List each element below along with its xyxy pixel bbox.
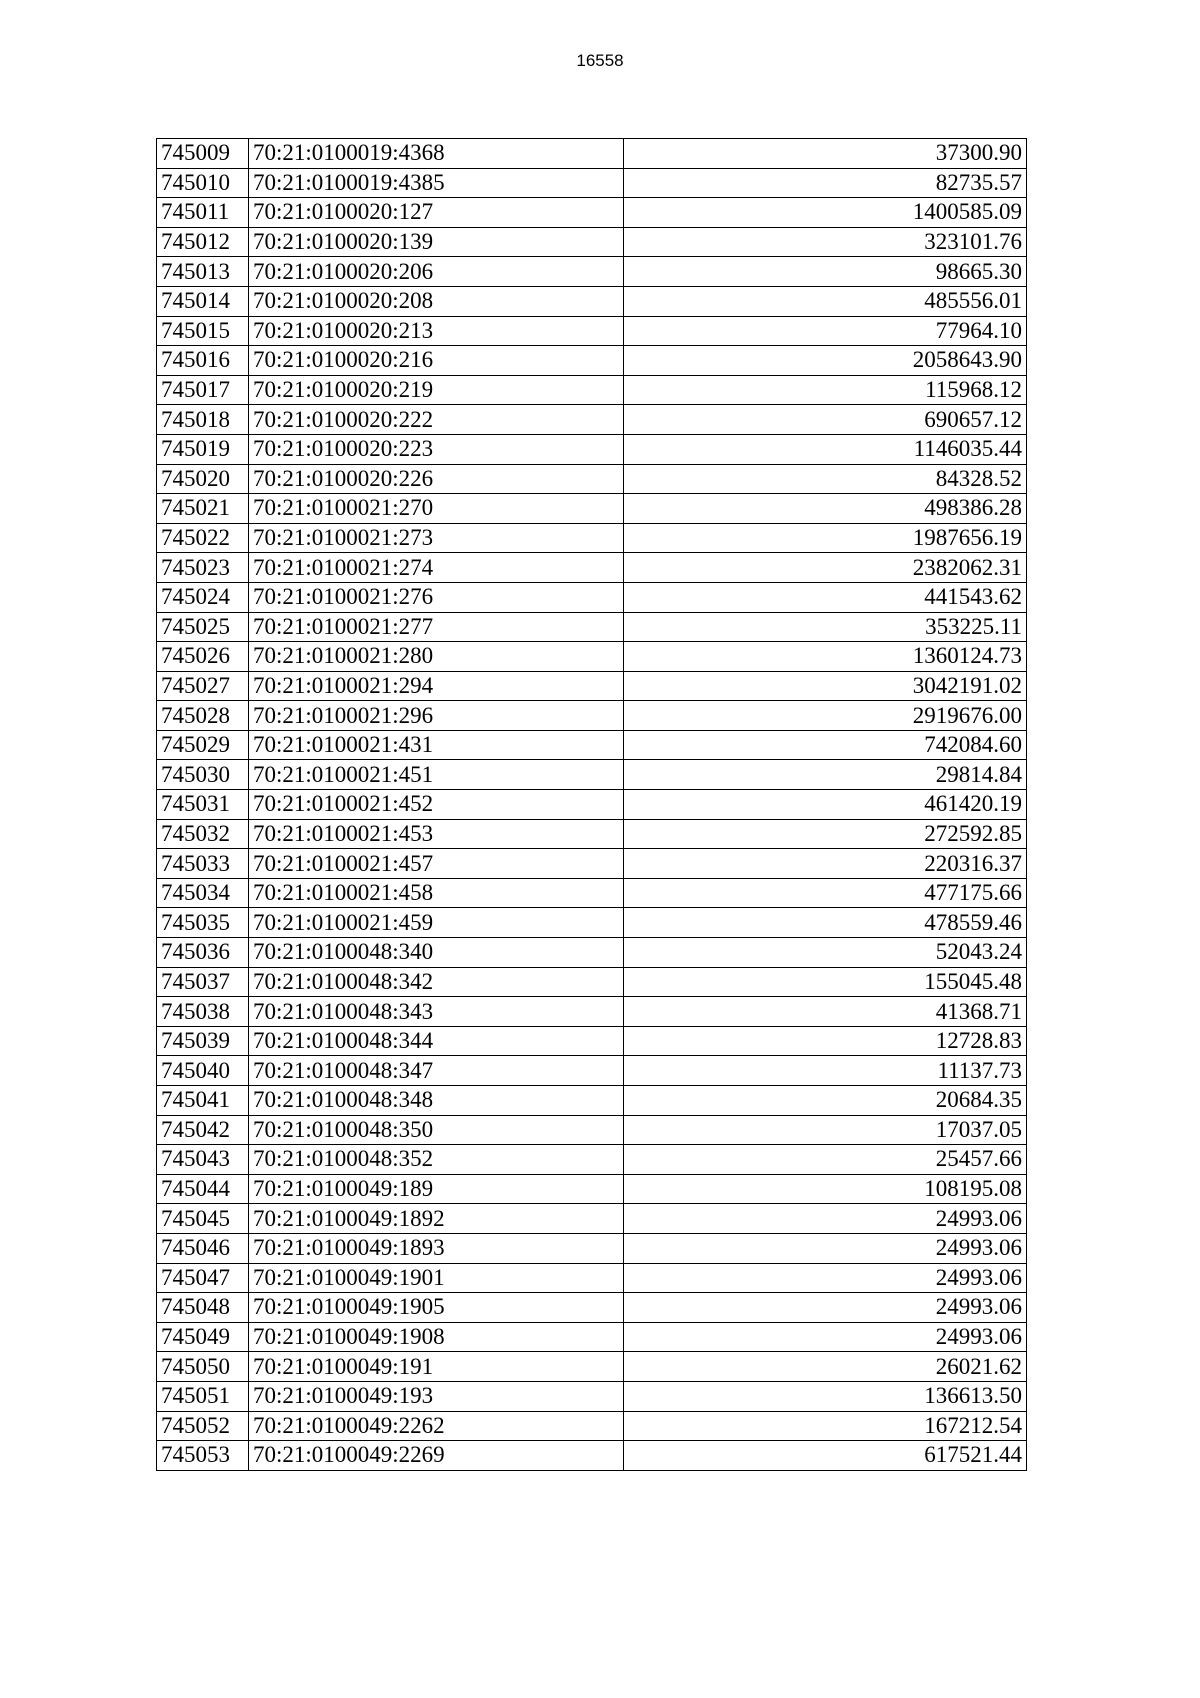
cadastral-number-cell: 70:21:0100049:1893 <box>249 1233 624 1263</box>
value-cell: 84328.52 <box>624 464 1027 494</box>
table-row <box>157 316 1027 346</box>
row-number-cell: 745046 <box>157 1233 249 1263</box>
table-row <box>157 1145 1027 1175</box>
table-row <box>157 434 1027 464</box>
cadastral-number-cell: 70:21:0100048:350 <box>249 1115 624 1145</box>
value-cell: 478559.46 <box>624 908 1027 938</box>
cadastral-number-cell: 70:21:0100020:219 <box>249 375 624 405</box>
table-row <box>157 701 1027 731</box>
value-cell: 17037.05 <box>624 1115 1027 1145</box>
cadastral-number-cell: 70:21:0100021:274 <box>249 553 624 583</box>
value-cell: 11137.73 <box>624 1056 1027 1086</box>
row-number-cell: 745025 <box>157 612 249 642</box>
cadastral-number-cell: 70:21:0100049:193 <box>249 1381 624 1411</box>
cadastral-number-cell: 70:21:0100021:294 <box>249 671 624 701</box>
value-cell: 52043.24 <box>624 938 1027 968</box>
value-cell: 29814.84 <box>624 760 1027 790</box>
value-cell: 136613.50 <box>624 1381 1027 1411</box>
row-number-cell: 745036 <box>157 938 249 968</box>
row-number-cell: 745015 <box>157 316 249 346</box>
row-number-cell: 745031 <box>157 790 249 820</box>
value-cell: 353225.11 <box>624 612 1027 642</box>
row-number-cell: 745027 <box>157 671 249 701</box>
row-number-cell: 745011 <box>157 198 249 228</box>
table-row <box>157 1293 1027 1323</box>
value-cell: 77964.10 <box>624 316 1027 346</box>
value-cell: 1987656.19 <box>624 523 1027 553</box>
cadastral-number-cell: 70:21:0100020:208 <box>249 286 624 316</box>
row-number-cell: 745032 <box>157 819 249 849</box>
row-number-cell: 745028 <box>157 701 249 731</box>
table-row <box>157 1233 1027 1263</box>
value-cell: 617521.44 <box>624 1441 1027 1471</box>
table-row <box>157 582 1027 612</box>
value-cell: 323101.76 <box>624 227 1027 257</box>
cadastral-number-cell: 70:21:0100049:2269 <box>249 1441 624 1471</box>
row-number-cell: 745033 <box>157 849 249 879</box>
table-row <box>157 523 1027 553</box>
table-row <box>157 1115 1027 1145</box>
cadastral-number-cell: 70:21:0100048:344 <box>249 1026 624 1056</box>
value-cell: 12728.83 <box>624 1026 1027 1056</box>
table-row <box>157 1086 1027 1116</box>
row-number-cell: 745030 <box>157 760 249 790</box>
value-cell: 167212.54 <box>624 1411 1027 1441</box>
value-cell: 220316.37 <box>624 849 1027 879</box>
value-cell: 24993.06 <box>624 1233 1027 1263</box>
value-cell: 26021.62 <box>624 1352 1027 1382</box>
cadastral-number-cell: 70:21:0100019:4368 <box>249 139 624 169</box>
cadastral-number-cell: 70:21:0100021:270 <box>249 494 624 524</box>
row-number-cell: 745042 <box>157 1115 249 1145</box>
table-row <box>157 908 1027 938</box>
value-cell: 461420.19 <box>624 790 1027 820</box>
value-cell: 2382062.31 <box>624 553 1027 583</box>
table-row <box>157 375 1027 405</box>
value-cell: 498386.28 <box>624 494 1027 524</box>
cadastral-number-cell: 70:21:0100021:273 <box>249 523 624 553</box>
table-row <box>157 1174 1027 1204</box>
value-cell: 1146035.44 <box>624 434 1027 464</box>
cadastral-number-cell: 70:21:0100021:296 <box>249 701 624 731</box>
cadastral-number-cell: 70:21:0100021:452 <box>249 790 624 820</box>
row-number-cell: 745024 <box>157 582 249 612</box>
cadastral-number-cell: 70:21:0100021:457 <box>249 849 624 879</box>
value-cell: 272592.85 <box>624 819 1027 849</box>
row-number-cell: 745022 <box>157 523 249 553</box>
value-cell: 441543.62 <box>624 582 1027 612</box>
value-cell: 3042191.02 <box>624 671 1027 701</box>
table-row <box>157 346 1027 376</box>
value-cell: 24993.06 <box>624 1263 1027 1293</box>
cadastral-number-cell: 70:21:0100021:276 <box>249 582 624 612</box>
cadastral-number-cell: 70:21:0100048:342 <box>249 967 624 997</box>
value-cell: 477175.66 <box>624 878 1027 908</box>
value-cell: 24993.06 <box>624 1204 1027 1234</box>
table-row <box>157 1441 1027 1471</box>
table-row <box>157 967 1027 997</box>
cadastral-number-cell: 70:21:0100048:343 <box>249 997 624 1027</box>
row-number-cell: 745012 <box>157 227 249 257</box>
row-number-cell: 745044 <box>157 1174 249 1204</box>
row-number-cell: 745029 <box>157 730 249 760</box>
row-number-cell: 745016 <box>157 346 249 376</box>
value-cell: 41368.71 <box>624 997 1027 1027</box>
row-number-cell: 745019 <box>157 434 249 464</box>
value-cell: 82735.57 <box>624 168 1027 198</box>
row-number-cell: 745051 <box>157 1381 249 1411</box>
value-cell: 98665.30 <box>624 257 1027 287</box>
table-row <box>157 257 1027 287</box>
table-row <box>157 819 1027 849</box>
cadastral-number-cell: 70:21:0100049:1901 <box>249 1263 624 1293</box>
table-row <box>157 494 1027 524</box>
cadastral-number-cell: 70:21:0100049:1908 <box>249 1322 624 1352</box>
row-number-cell: 745013 <box>157 257 249 287</box>
cadastral-number-cell: 70:21:0100049:189 <box>249 1174 624 1204</box>
row-number-cell: 745017 <box>157 375 249 405</box>
cadastral-number-cell: 70:21:0100049:1892 <box>249 1204 624 1234</box>
table-row <box>157 464 1027 494</box>
row-number-cell: 745039 <box>157 1026 249 1056</box>
table-row <box>157 227 1027 257</box>
value-cell: 108195.08 <box>624 1174 1027 1204</box>
cadastral-number-cell: 70:21:0100020:127 <box>249 198 624 228</box>
row-number-cell: 745010 <box>157 168 249 198</box>
row-number-cell: 745040 <box>157 1056 249 1086</box>
value-cell: 155045.48 <box>624 967 1027 997</box>
row-number-cell: 745047 <box>157 1263 249 1293</box>
cadastral-number-cell: 70:21:0100019:4385 <box>249 168 624 198</box>
table-row <box>157 642 1027 672</box>
table-row <box>157 405 1027 435</box>
table-row <box>157 790 1027 820</box>
row-number-cell: 745050 <box>157 1352 249 1382</box>
table-row <box>157 997 1027 1027</box>
table-row <box>157 553 1027 583</box>
cadastral-number-cell: 70:21:0100020:213 <box>249 316 624 346</box>
cadastral-number-cell: 70:21:0100021:451 <box>249 760 624 790</box>
value-cell: 20684.35 <box>624 1086 1027 1116</box>
row-number-cell: 745043 <box>157 1145 249 1175</box>
cadastral-value-table <box>156 138 1027 1471</box>
row-number-cell: 745020 <box>157 464 249 494</box>
table-row <box>157 139 1027 169</box>
row-number-cell: 745026 <box>157 642 249 672</box>
row-number-cell: 745037 <box>157 967 249 997</box>
cadastral-number-cell: 70:21:0100021:459 <box>249 908 624 938</box>
cadastral-number-cell: 70:21:0100049:2262 <box>249 1411 624 1441</box>
table-row <box>157 1056 1027 1086</box>
row-number-cell: 745045 <box>157 1204 249 1234</box>
table-row <box>157 878 1027 908</box>
table-row <box>157 1026 1027 1056</box>
value-cell: 1360124.73 <box>624 642 1027 672</box>
row-number-cell: 745035 <box>157 908 249 938</box>
table-body <box>157 139 1027 1471</box>
value-cell: 37300.90 <box>624 139 1027 169</box>
cadastral-number-cell: 70:21:0100048:340 <box>249 938 624 968</box>
value-cell: 485556.01 <box>624 286 1027 316</box>
cadastral-number-cell: 70:21:0100020:139 <box>249 227 624 257</box>
table-row <box>157 671 1027 701</box>
row-number-cell: 745018 <box>157 405 249 435</box>
table-row <box>157 612 1027 642</box>
cadastral-number-cell: 70:21:0100021:453 <box>249 819 624 849</box>
page-number: 16558 <box>576 51 624 70</box>
table-row <box>157 286 1027 316</box>
row-number-cell: 745034 <box>157 878 249 908</box>
row-number-cell: 745041 <box>157 1086 249 1116</box>
cadastral-number-cell: 70:21:0100048:348 <box>249 1086 624 1116</box>
cadastral-number-cell: 70:21:0100021:280 <box>249 642 624 672</box>
row-number-cell: 745014 <box>157 286 249 316</box>
table-row <box>157 849 1027 879</box>
cadastral-number-cell: 70:21:0100020:206 <box>249 257 624 287</box>
value-cell: 24993.06 <box>624 1322 1027 1352</box>
table-row <box>157 1322 1027 1352</box>
cadastral-number-cell: 70:21:0100020:226 <box>249 464 624 494</box>
table-row <box>157 938 1027 968</box>
table-row <box>157 168 1027 198</box>
value-cell: 1400585.09 <box>624 198 1027 228</box>
value-cell: 115968.12 <box>624 375 1027 405</box>
table-row <box>157 1204 1027 1234</box>
cadastral-number-cell: 70:21:0100021:277 <box>249 612 624 642</box>
row-number-cell: 745023 <box>157 553 249 583</box>
table-row <box>157 1381 1027 1411</box>
value-cell: 2058643.90 <box>624 346 1027 376</box>
cadastral-number-cell: 70:21:0100049:191 <box>249 1352 624 1382</box>
value-cell: 2919676.00 <box>624 701 1027 731</box>
table-row <box>157 198 1027 228</box>
table-row <box>157 760 1027 790</box>
row-number-cell: 745052 <box>157 1411 249 1441</box>
table-row <box>157 730 1027 760</box>
table-row <box>157 1352 1027 1382</box>
cadastral-number-cell: 70:21:0100020:216 <box>249 346 624 376</box>
value-cell: 690657.12 <box>624 405 1027 435</box>
value-cell: 742084.60 <box>624 730 1027 760</box>
cadastral-number-cell: 70:21:0100020:222 <box>249 405 624 435</box>
row-number-cell: 745053 <box>157 1441 249 1471</box>
cadastral-number-cell: 70:21:0100048:347 <box>249 1056 624 1086</box>
row-number-cell: 745049 <box>157 1322 249 1352</box>
row-number-cell: 745038 <box>157 997 249 1027</box>
cadastral-number-cell: 70:21:0100048:352 <box>249 1145 624 1175</box>
table-row <box>157 1263 1027 1293</box>
cadastral-number-cell: 70:21:0100049:1905 <box>249 1293 624 1323</box>
row-number-cell: 745009 <box>157 139 249 169</box>
cadastral-number-cell: 70:21:0100020:223 <box>249 434 624 464</box>
row-number-cell: 745021 <box>157 494 249 524</box>
row-number-cell: 745048 <box>157 1293 249 1323</box>
cadastral-number-cell: 70:21:0100021:431 <box>249 730 624 760</box>
cadastral-number-cell: 70:21:0100021:458 <box>249 878 624 908</box>
value-cell: 24993.06 <box>624 1293 1027 1323</box>
table-row <box>157 1411 1027 1441</box>
value-cell: 25457.66 <box>624 1145 1027 1175</box>
